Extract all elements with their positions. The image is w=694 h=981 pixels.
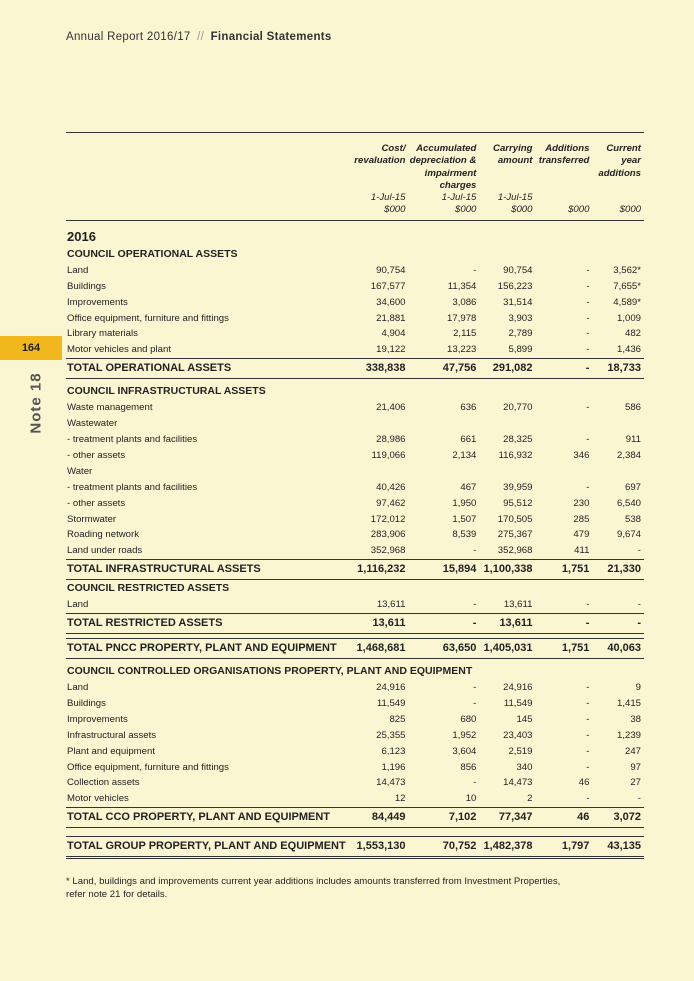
report-name: Annual Report 2016/17 — [66, 31, 191, 43]
cell-value: 40,063 — [592, 638, 644, 658]
table-row — [66, 543, 644, 559]
date-row: 1-Jul-15 1-Jul-15 1-Jul-15 — [370, 192, 533, 204]
cell-value: 346 — [573, 449, 590, 461]
cell-value: 7,655* — [613, 280, 641, 292]
cell-value: 12 — [394, 793, 406, 805]
page-number-tab — [0, 336, 62, 360]
cell-value: 9,674 — [616, 529, 641, 541]
row-label: - treatment plants and facilities — [67, 434, 198, 446]
row-label: Office equipment, furniture and fittings — [67, 761, 229, 773]
row-label: Land — [67, 682, 89, 694]
table-row — [66, 527, 644, 543]
cell-value: 13,223 — [447, 344, 477, 356]
row-label: Land — [67, 264, 89, 276]
cell-value: - — [586, 761, 590, 773]
cell-value: 18,733 — [592, 359, 644, 379]
cell-value: 856 — [460, 761, 477, 773]
col-head: Accumulated depreciation & impairment charges — [409, 143, 477, 191]
cell-value: 28,325 — [503, 434, 533, 446]
row-label: Buildings — [67, 280, 106, 292]
table-row — [66, 680, 644, 696]
cell-value: 77,347 — [479, 808, 535, 828]
table-row — [66, 326, 644, 342]
cell-value: 7,102 — [408, 808, 479, 828]
table-row — [66, 728, 644, 744]
cell-value: 20,770 — [503, 402, 533, 414]
cell-value: - — [586, 697, 590, 709]
cell-value: 47,756 — [408, 359, 479, 379]
row-label: Wastewater — [67, 418, 118, 430]
cell-value: - — [473, 697, 477, 709]
cell-value: - — [586, 713, 590, 725]
total-row — [66, 613, 644, 633]
cell-value: - — [473, 599, 477, 611]
cell-value: 1,950 — [452, 497, 477, 509]
row-label: - other assets — [67, 449, 126, 461]
cell-value: 46 — [535, 808, 592, 828]
cell-value: 3,903 — [508, 312, 533, 324]
table-row — [66, 432, 644, 448]
cell-value: 2,134 — [452, 449, 477, 461]
cell-value — [592, 416, 644, 432]
row-label: Stormwater — [67, 513, 117, 525]
section-heading: COUNCIL RESTRICTED ASSETS — [67, 582, 230, 595]
cell-value: 84,449 — [349, 808, 409, 828]
table-row — [66, 495, 644, 511]
row-label: TOTAL RESTRICTED ASSETS — [66, 613, 349, 633]
cell-value: 1,507 — [452, 513, 477, 525]
cell-value: - — [408, 613, 479, 633]
cell-value: - — [473, 545, 477, 557]
table-row — [66, 416, 644, 432]
cell-value: 411 — [574, 545, 590, 557]
cell-value: 19,122 — [376, 344, 406, 356]
cell-value — [535, 416, 592, 432]
cell-value: 4,904 — [381, 328, 406, 340]
row-label: Improvements — [67, 713, 128, 725]
group-total-row — [66, 837, 644, 858]
row-label: Infrastructural assets — [67, 729, 157, 741]
header-separator: // — [197, 31, 205, 43]
row-label: Improvements — [67, 296, 128, 308]
cell-value: 586 — [624, 402, 641, 414]
cell-value: 352,968 — [370, 545, 406, 557]
table-row — [66, 775, 644, 791]
cell-value: 5,899 — [508, 344, 533, 356]
cell-value: 39,959 — [503, 481, 533, 493]
cell-value: 291,082 — [479, 359, 535, 379]
cell-value: 156,223 — [497, 280, 533, 292]
report-header — [66, 31, 332, 43]
cell-value: 1,196 — [381, 761, 406, 773]
row-label: - other assets — [67, 497, 126, 509]
cell-value — [592, 464, 644, 480]
row-label: Collection assets — [67, 777, 140, 789]
row-label: TOTAL CCO PROPERTY, PLANT AND EQUIPMENT — [66, 808, 349, 828]
cell-value: 21,330 — [592, 560, 644, 580]
cell-value: 63,650 — [408, 638, 479, 658]
cell-value: 482 — [624, 328, 641, 340]
cell-value: - — [586, 402, 590, 414]
cell-value: 11,549 — [503, 697, 533, 709]
cell-value: 352,968 — [497, 545, 533, 557]
cell-value: - — [586, 328, 590, 340]
note-label: Note 18 — [27, 372, 45, 434]
cell-value: - — [637, 793, 641, 805]
section-heading: COUNCIL INFRASTRUCTURAL ASSETS — [67, 385, 266, 398]
cell-value: - — [586, 682, 590, 694]
cell-value: - — [592, 613, 644, 633]
cell-value: 3,086 — [452, 296, 477, 308]
cell-value: 95,512 — [503, 497, 533, 509]
row-label: TOTAL INFRASTRUCTURAL ASSETS — [66, 560, 349, 580]
cell-value: - — [586, 434, 590, 446]
row-label: Motor vehicles — [67, 793, 129, 805]
row-label: TOTAL PNCC PROPERTY, PLANT AND EQUIPMENT — [66, 638, 349, 658]
cell-value: 1,239 — [616, 729, 641, 741]
table-row — [66, 448, 644, 464]
pncc-total-row — [66, 638, 644, 658]
footnote: * Land, buildings and improvements current year additions includes amounts transferred from Investment Properties, refer note 21 for details. — [66, 876, 561, 900]
cell-value: 23,403 — [503, 729, 533, 741]
cell-value — [408, 464, 479, 480]
row-label: Buildings — [67, 697, 106, 709]
table-row — [66, 400, 644, 416]
cell-value: 14,473 — [503, 777, 533, 789]
cell-value: 680 — [460, 713, 477, 725]
cell-value: 172,012 — [370, 513, 406, 525]
cell-value: - — [586, 793, 590, 805]
cell-value — [408, 416, 479, 432]
cell-value: 13,611 — [349, 613, 409, 633]
cell-value: 1,405,031 — [479, 638, 535, 658]
cell-value: 170,505 — [497, 513, 533, 525]
page-number: 164 — [21, 342, 41, 354]
cell-value — [349, 416, 409, 432]
table-row — [66, 511, 644, 527]
cell-value: 24,916 — [503, 682, 533, 694]
cell-value: - — [473, 777, 477, 789]
cell-value: 40,426 — [376, 481, 406, 493]
col-head: Cost/ revaluation — [354, 143, 406, 167]
cell-value: 467 — [460, 481, 477, 493]
table-row — [66, 712, 644, 728]
cell-value: 4,589* — [613, 296, 641, 308]
cell-value: 21,881 — [376, 312, 406, 324]
cell-value: - — [637, 599, 641, 611]
row-label: Plant and equipment — [67, 745, 156, 757]
cell-value: - — [586, 312, 590, 324]
cell-value: 13,611 — [479, 613, 535, 633]
cell-value: - — [586, 481, 590, 493]
table-row — [66, 295, 644, 311]
ppe-table — [66, 132, 644, 859]
cell-value: 1,436 — [616, 344, 641, 356]
cell-value: 3,604 — [452, 745, 477, 757]
row-label: Water — [67, 465, 93, 477]
cell-value: 6,123 — [381, 745, 406, 757]
cell-value: 636 — [460, 402, 477, 414]
cell-value — [479, 416, 535, 432]
cell-value: 28,986 — [376, 434, 406, 446]
cell-value: 24,916 — [376, 682, 406, 694]
cell-value: 6,540 — [616, 497, 641, 509]
cell-value: 10 — [465, 793, 477, 805]
cell-value: 14,473 — [376, 777, 406, 789]
cell-value: - — [473, 264, 477, 276]
section-heading: COUNCIL CONTROLLED ORGANISATIONS PROPERTY, PLANT AND EQUIPMENT — [67, 665, 473, 678]
cell-value: - — [586, 599, 590, 611]
cell-value: 8,539 — [452, 529, 477, 541]
table-row — [66, 480, 644, 496]
col-head: Additions transferred — [538, 143, 590, 167]
row-label: Waste management — [67, 402, 153, 414]
cell-value: 285 — [573, 513, 590, 525]
cell-value: 9 — [635, 682, 641, 694]
cell-value: 2,789 — [508, 328, 533, 340]
cell-value: 1,553,130 — [349, 837, 409, 858]
cell-value: 15,894 — [408, 560, 479, 580]
cell-value: 46 — [578, 777, 590, 789]
table-row — [66, 696, 644, 712]
cell-value: 97,462 — [376, 497, 406, 509]
cell-value: 70,752 — [408, 837, 479, 858]
cell-value: 13,611 — [376, 599, 406, 611]
section-heading: COUNCIL OPERATIONAL ASSETS — [67, 248, 238, 261]
cell-value: 1,116,232 — [349, 560, 409, 580]
row-label: Land — [67, 599, 89, 611]
cell-value: 1,100,338 — [479, 560, 535, 580]
cell-value: 1,009 — [616, 312, 641, 324]
cell-value: 2,115 — [453, 328, 477, 340]
cell-value: 1,468,681 — [349, 638, 409, 658]
cell-value: 27 — [630, 777, 641, 789]
cell-value: 1,952 — [452, 729, 477, 741]
table-row — [66, 279, 644, 295]
cell-value: - — [586, 296, 590, 308]
cell-value: 167,577 — [370, 280, 406, 292]
col-head: Carrying amount — [493, 143, 533, 167]
table-row — [66, 310, 644, 326]
column-headers — [66, 143, 644, 192]
cell-value: 2 — [527, 793, 533, 805]
table-row — [66, 791, 644, 807]
cell-value: 21,406 — [376, 402, 406, 414]
cell-value: - — [586, 344, 590, 356]
cell-value: 2,519 — [508, 745, 533, 757]
cell-value: 1,751 — [535, 638, 592, 658]
cell-value: 25,355 — [376, 729, 406, 741]
cell-value — [349, 464, 409, 480]
table-row — [66, 597, 644, 613]
cell-value: 90,754 — [376, 264, 406, 276]
table-body — [66, 220, 644, 857]
cell-value: 2,384 — [616, 449, 641, 461]
cell-value: - — [586, 264, 590, 276]
total-row — [66, 808, 644, 828]
cell-value: 90,754 — [503, 264, 533, 276]
cell-value: - — [586, 745, 590, 757]
row-label: TOTAL GROUP PROPERTY, PLANT AND EQUIPMENT — [66, 837, 349, 858]
cell-value: 275,367 — [497, 529, 533, 541]
table-row — [66, 464, 644, 480]
table-row — [66, 759, 644, 775]
cell-value: 1,751 — [535, 560, 592, 580]
cell-value: - — [473, 682, 477, 694]
cell-value: 31,514 — [503, 296, 533, 308]
row-label: Roading network — [67, 529, 139, 541]
row-label: Office equipment, furniture and fittings — [67, 312, 229, 324]
cell-value: 538 — [624, 513, 641, 525]
cell-value: 338,838 — [349, 359, 409, 379]
units-row: $000 $000 $000 $000 $000 — [66, 204, 644, 220]
cell-value: 38 — [630, 713, 641, 725]
year-heading: 2016 — [67, 229, 96, 245]
cell-value: 230 — [573, 497, 590, 509]
cell-value: 283,906 — [370, 529, 406, 541]
cell-value: 3,072 — [592, 808, 644, 828]
total-row — [66, 359, 644, 379]
cell-value: 825 — [389, 713, 406, 725]
cell-value: 697 — [624, 481, 641, 493]
cell-value: 97 — [630, 761, 641, 773]
cell-value: 11,549 — [376, 697, 406, 709]
cell-value: 43,135 — [592, 837, 644, 858]
cell-value: 1,415 — [616, 697, 641, 709]
row-label: Land under roads — [67, 545, 143, 557]
cell-value: 13,611 — [503, 599, 533, 611]
cell-value: 247 — [624, 745, 641, 757]
cell-value: 661 — [460, 434, 477, 446]
section-title: Financial Statements — [210, 31, 332, 43]
table-row — [66, 263, 644, 279]
cell-value: 116,932 — [498, 449, 533, 461]
cell-value: 3,562* — [613, 264, 641, 276]
table-row — [66, 342, 644, 358]
cell-value: 1,482,378 — [479, 837, 535, 858]
row-label: - treatment plants and facilities — [67, 481, 198, 493]
cell-value: 17,978 — [447, 312, 477, 324]
cell-value — [535, 464, 592, 480]
cell-value: 911 — [625, 434, 641, 446]
cell-value: - — [637, 545, 641, 557]
row-label: TOTAL OPERATIONAL ASSETS — [66, 359, 349, 379]
table-row — [66, 743, 644, 759]
cell-value: - — [586, 729, 590, 741]
cell-value: 34,600 — [376, 296, 406, 308]
cell-value: - — [535, 613, 592, 633]
cell-value: 340 — [516, 761, 533, 773]
row-label: Library materials — [67, 328, 138, 340]
cell-value: 11,354 — [447, 280, 477, 292]
cell-value: - — [586, 280, 590, 292]
cell-value: 1,797 — [535, 837, 592, 858]
cell-value — [479, 464, 535, 480]
cell-value: 479 — [573, 529, 590, 541]
cell-value: 119,066 — [371, 449, 406, 461]
total-row — [66, 560, 644, 580]
col-head: Current year additions — [598, 143, 641, 179]
cell-value: 145 — [516, 713, 533, 725]
cell-value: - — [535, 359, 592, 379]
row-label: Motor vehicles and plant — [67, 344, 171, 356]
